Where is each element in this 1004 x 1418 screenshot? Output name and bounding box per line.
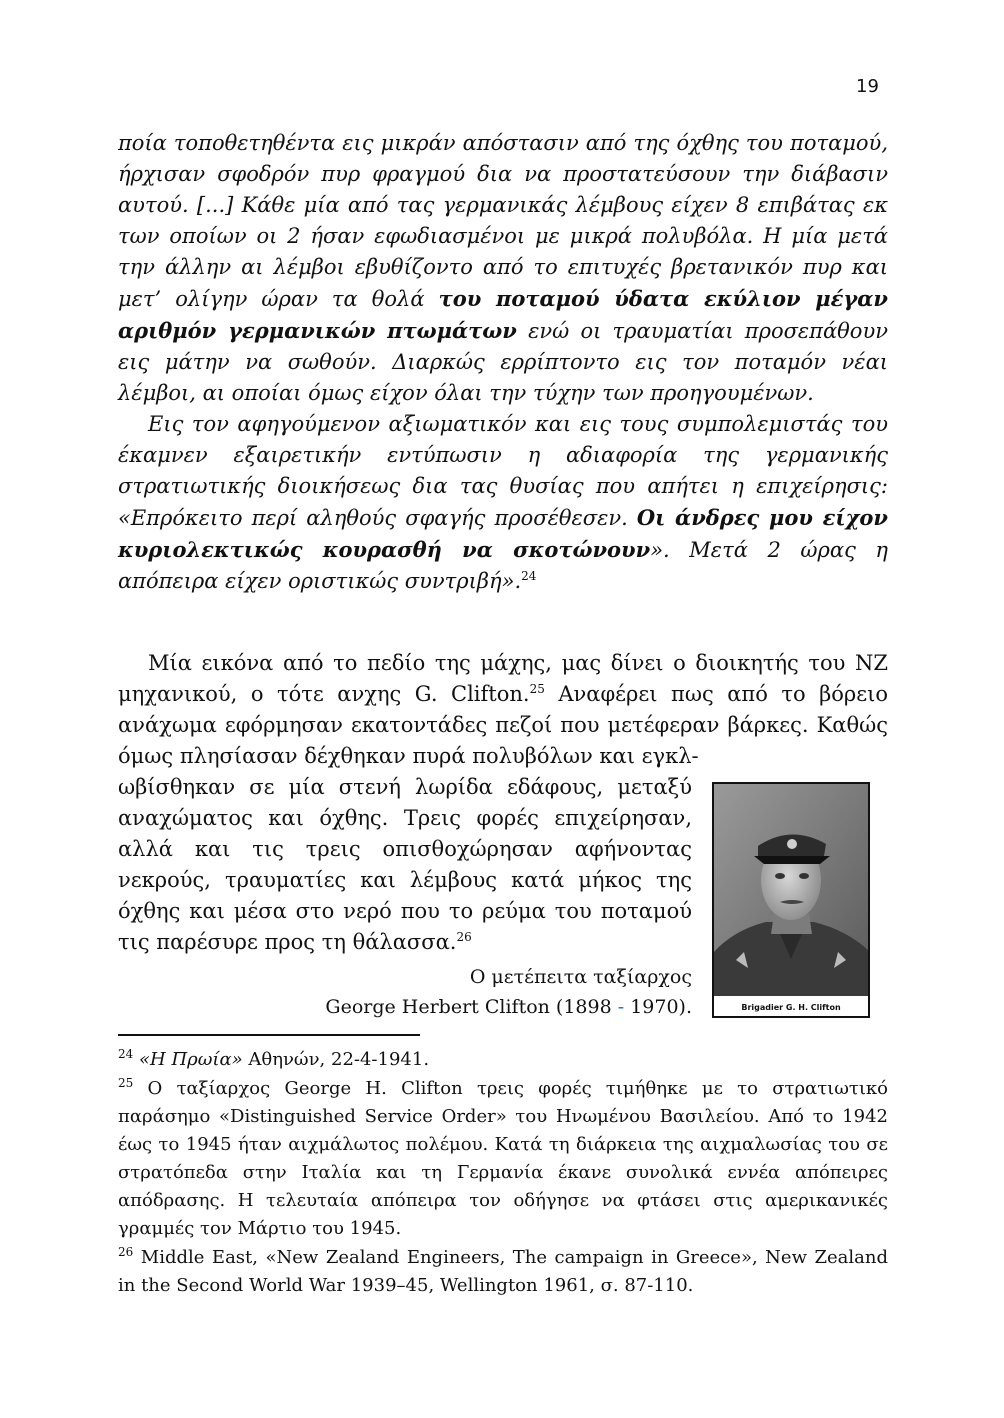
footnote: $^{24}$ «Η Πρωία» Αθηνών, 22-4-1941. <box>118 1047 430 1070</box>
footnote-number: 25 <box>118 1076 134 1090</box>
body-paragraph <box>118 648 888 772</box>
body-text: Μία εικόνα από το πεδίο της μάχης, μας δίνει ο διοικητής του ΝΖ μηχανικού, ο τότε ανχης G. Clifton. <box>118 651 888 706</box>
quote-text: ποία τοποθετηθέντα εις μικράν απόστασιν από της όχθης του ποταμού, ήρχισαν σφοδρόν πυρ φραγμού δια να προστατεύσουν την διάβασιν αυτού. [...] Κάθε μία από τας γερμανικάς λέμβους είχεν 8 επιβάτας εκ των οποίων οι 2 ήσαν εφωδιασμένοι με μικρά πολυβόλα. Η μία μετά την άλλην αι λέμβοι εβυθίζοντο από το επιτυχές βρετανικόν πυρ και μετ’ ολίγην ώραν τα θολά <box>118 131 888 311</box>
quote-text: ». Μετά 2 ώρας η απόπειρα είχεν οριστικώς συντριβή». <box>118 538 888 593</box>
footnote-number: 24 <box>118 1047 134 1061</box>
caption-dash: - <box>611 996 631 1018</box>
caption-line-1: Ο μετέπειτα ταξίαρχος <box>469 966 692 988</box>
caption-line-2: George Herbert Clifton (1898 - 1970). <box>325 996 692 1018</box>
footnotes <box>118 1046 888 1301</box>
footnote: $^{26}$ Middle East, «New Zealand Engineers, The campaign in Greece», New Zealand in the Second World War 1939–45, Wellington 1961, σ. 87-110. <box>118 1245 888 1296</box>
quote-bold-text: Οι άνδρες μου είχον κυριολεκτικώς κουρασθή να σκοτώνουν <box>118 505 888 562</box>
photo-side-caption <box>300 962 692 1022</box>
body-text: ωβίσθηκαν σε μία στενή λωρίδα εδάφους, μεταξύ αναχώματος και όχθης. Τρεις φορές επιχείρησαν, αλλά και τις τρεις οπισθοχώρησαν αφήνοντας νεκρούς, τραυματίες και λέμβους κατά μήκος της όχθης και μέσα στο νερό που το ρεύμα του ποταμού τις παρέσυρε προς τη θάλασσα. <box>118 775 692 954</box>
quote-text: ενώ οι τραυματίαι προσεπάθουν εις μάτην να σωθούν. Διαρκώς ερρίπτοντο εις τον ποταμόν νέαι λέμβοι, αι οποίαι όμως είχον όλαι την τύχην των προηγουμένων. <box>118 319 888 405</box>
quoted-passage <box>118 128 888 597</box>
footnote-ref[interactable]: 25 <box>529 682 545 696</box>
quote-paragraph-1 <box>118 128 888 409</box>
quote-bold-text: του ποταμού ύδατα εκύλιον μέγαν αριθμόν γερμανικών πτωμάτων <box>118 286 888 343</box>
page-number: 19 <box>856 76 879 97</box>
footnote-separator <box>118 1034 420 1036</box>
footnote-number: 26 <box>118 1245 134 1259</box>
quote-paragraph-2 <box>118 409 888 597</box>
quote-text: Εις τον αφηγούμενον αξιωματικόν και εις τους συμπολεμιστάς του έκαμνεν εξαιρετικήν εντύπωσιν η αδιαφορία της γερμανικής στρατιωτικής διοικήσεως δια τας θυσίας που απήτει η επιχείρησις: «Επρόκειτο περί αληθούς σφαγής προσέθεσεν. <box>118 412 888 530</box>
body-paragraph-wrapped <box>118 772 692 958</box>
footnote: $^{25}$ Ο ταξίαρχος George H. Clifton τρεις φορές τιμήθηκε με το στρατιωτικό παράσημο «Distinguished Service Order» του Ηνωμένου Βασιλείου. Από το 1942 έως το 1945 ήταν αιχμάλωτος πολέμου. Κατά τη διάρκεια της αιχμαλωσίας του σε στρατόπεδα στην Ιταλία και τη Γερμανία έκανε συνολικά εννέα απόπειρες απόδρασης. Η τελευταία απόπειρα τον οδήγησε να φτάσει στις αμερικανικές γραμμές τον Μάρτιο του 1945. <box>118 1076 888 1239</box>
portrait-photo <box>712 782 870 1018</box>
portrait-image <box>714 784 868 996</box>
photo-caption: Brigadier G. H. Clifton <box>741 1003 841 1012</box>
body-text: Αναφέρει πως από το βόρειο ανάχωμα εφόρμησαν εκατοντάδες πεζοί που μετέφεραν βάρκες. Καθώς όμως πλησίασαν δέχθηκαν πυρά πολυβόλων και εγκλ- <box>118 682 888 768</box>
footnote-ref[interactable]: 26 <box>456 930 472 944</box>
footnote-ref[interactable]: 24 <box>521 569 537 583</box>
